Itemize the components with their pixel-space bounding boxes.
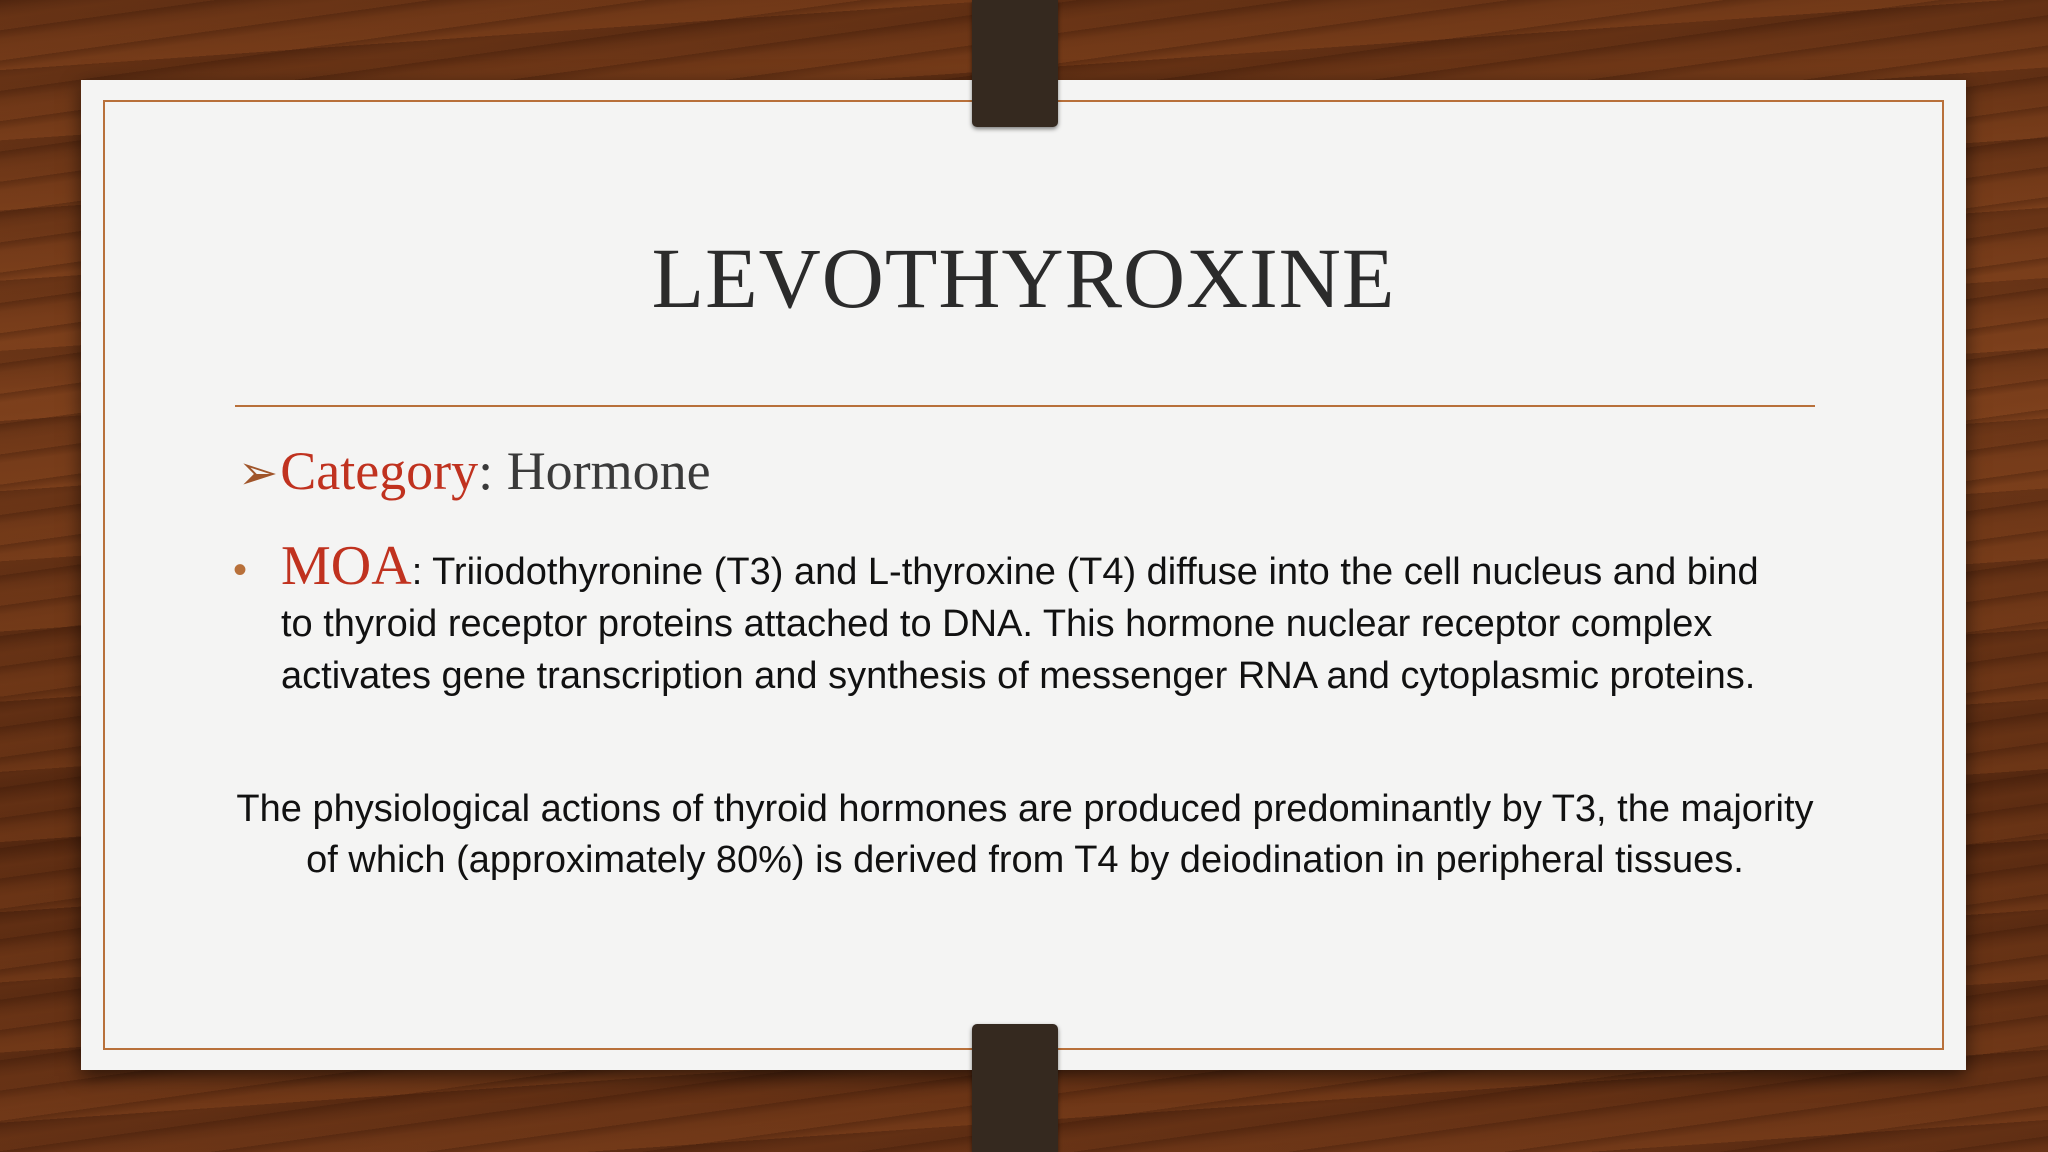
moa-text: Triiodothyronine (T3) and L-thyroxine (T4) diffuse into the cell nucleus and bind to thyroid receptor proteins attached to DNA. This hormone nuclear receptor complex activates gene transcription and synthesis of messenger RNA and cytoplasmic proteins. xyxy=(281,551,1759,697)
category-label: Category xyxy=(280,441,479,501)
physiology-paragraph: The physiological actions of thyroid hormones are produced predominantly by T3, the majority of which (approximately 80%) is derived from T4 by deiodination in peripheral tissues. xyxy=(236,788,1814,881)
arrow-bullet-icon: ➢ xyxy=(238,447,279,500)
moa-label: MOA xyxy=(281,535,412,597)
moa-bullet-item xyxy=(233,535,1793,702)
title-divider xyxy=(235,405,1815,407)
category-line xyxy=(238,440,711,502)
moa-separator: : xyxy=(411,551,423,593)
bottom-binder-clip xyxy=(972,1024,1058,1152)
slide-title: LEVOTHYROXINE xyxy=(651,230,1396,326)
moa-paragraph xyxy=(281,535,1793,702)
bullet-dot-icon: • xyxy=(233,548,248,592)
category-value: Hormone xyxy=(493,441,711,501)
top-binder-clip xyxy=(972,0,1058,127)
category-separator: : xyxy=(478,441,494,501)
